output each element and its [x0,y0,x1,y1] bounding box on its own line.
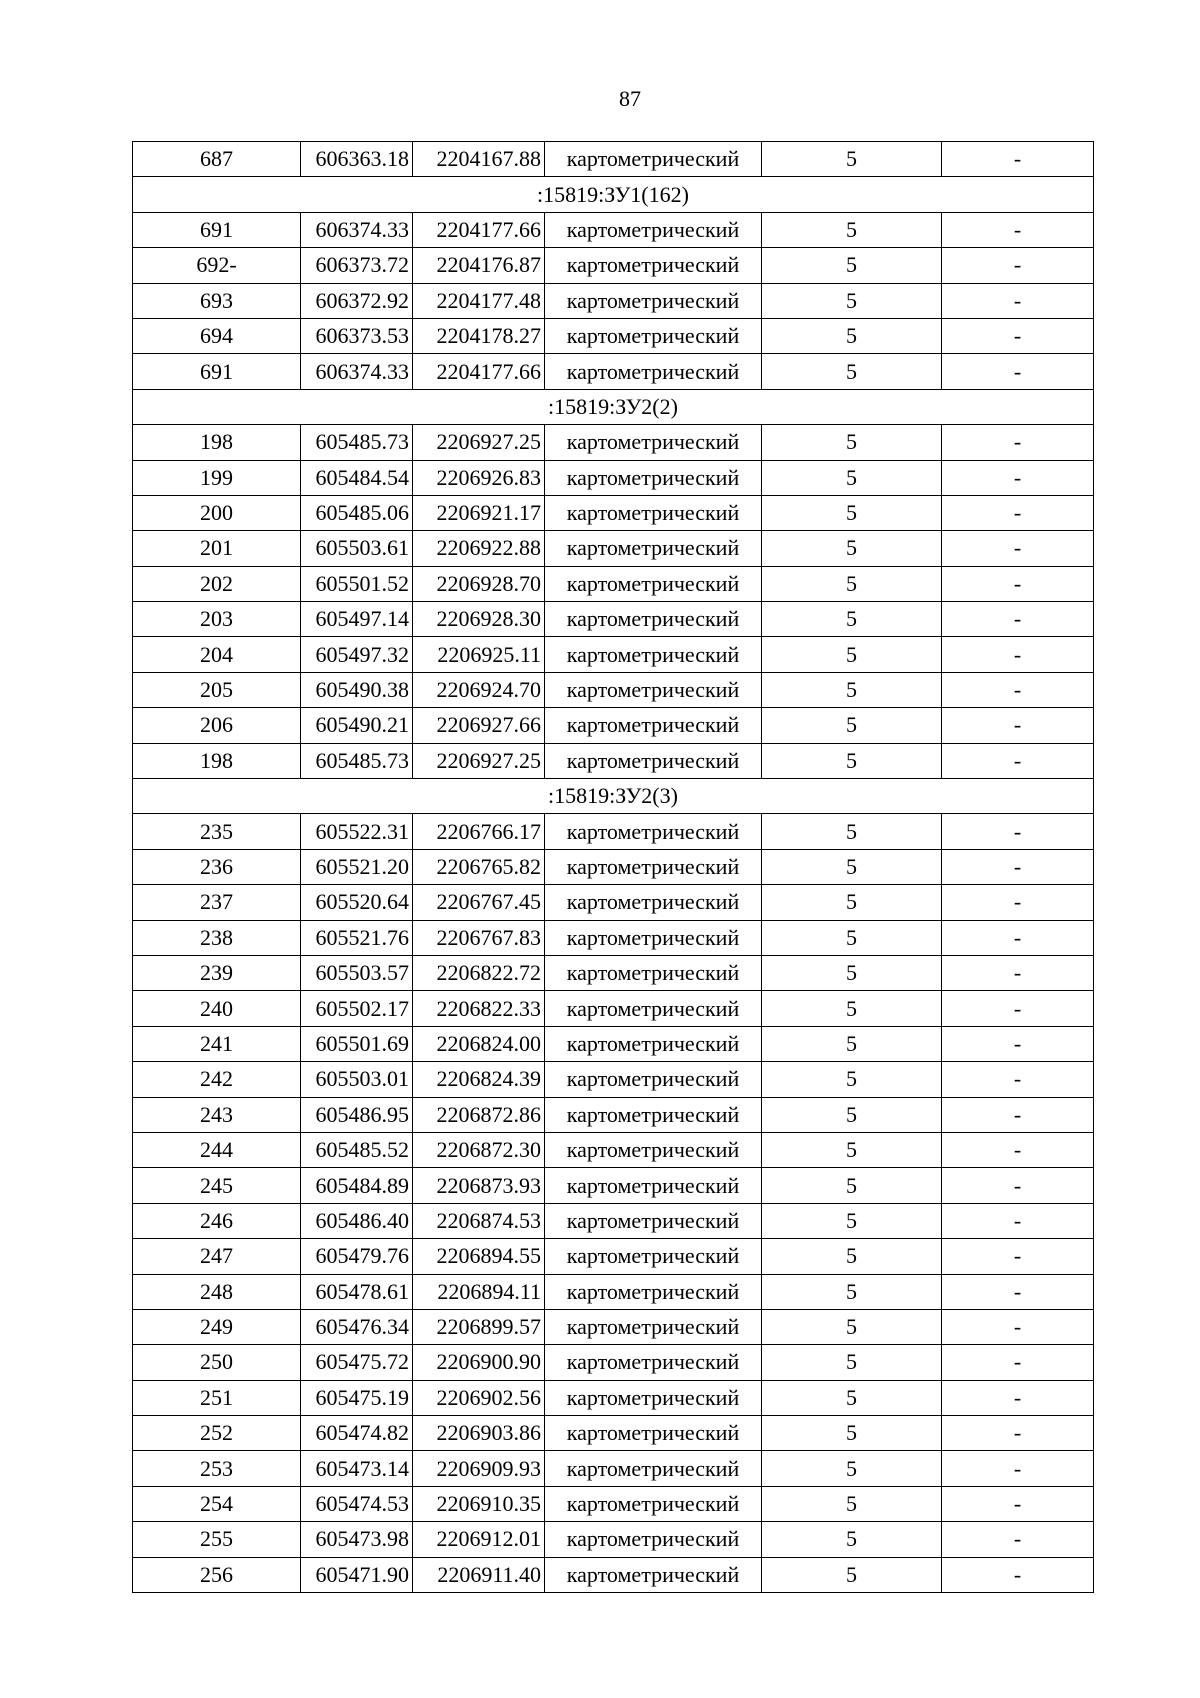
point-number-cell: 244 [133,1132,301,1167]
method-cell: картометрический [545,849,762,884]
point-number-cell: 241 [133,1026,301,1061]
point-number-cell: 238 [133,920,301,955]
point-number-cell: 200 [133,495,301,530]
table-row [133,1062,1094,1097]
method-cell: картометрический [545,1345,762,1380]
x-coordinate-cell: 605501.52 [301,566,413,601]
note-cell: - [942,212,1094,247]
note-cell: - [942,602,1094,637]
method-cell: картометрический [545,142,762,177]
table-row [133,743,1094,778]
x-coordinate-cell: 605475.19 [301,1380,413,1415]
note-cell: - [942,318,1094,353]
y-coordinate-cell: 2204177.66 [413,212,545,247]
point-number-cell: 248 [133,1274,301,1309]
y-coordinate-cell: 2206874.53 [413,1203,545,1238]
note-cell: - [942,920,1094,955]
note-cell: - [942,955,1094,990]
point-number-cell: 205 [133,672,301,707]
note-cell: - [942,672,1094,707]
y-coordinate-cell: 2206922.88 [413,531,545,566]
point-number-cell: 198 [133,425,301,460]
accuracy-cell: 5 [762,991,942,1026]
point-number-cell: 253 [133,1451,301,1486]
x-coordinate-cell: 606373.53 [301,318,413,353]
point-number-cell: 198 [133,743,301,778]
table-row [133,1557,1094,1592]
y-coordinate-cell: 2204176.87 [413,248,545,283]
point-number-cell: 242 [133,1062,301,1097]
method-cell: картометрический [545,1416,762,1451]
method-cell: картометрический [545,1522,762,1557]
x-coordinate-cell: 605486.95 [301,1097,413,1132]
method-cell: картометрический [545,495,762,530]
x-coordinate-cell: 606363.18 [301,142,413,177]
y-coordinate-cell: 2206822.33 [413,991,545,1026]
method-cell: картометрический [545,1132,762,1167]
y-coordinate-cell: 2206928.30 [413,602,545,637]
y-coordinate-cell: 2206894.11 [413,1274,545,1309]
y-coordinate-cell: 2206766.17 [413,814,545,849]
point-number-cell: 691 [133,212,301,247]
table-row [133,283,1094,318]
section-header-row [133,779,1094,814]
x-coordinate-cell: 605474.82 [301,1416,413,1451]
table-row [133,1522,1094,1557]
table-row [133,920,1094,955]
accuracy-cell: 5 [762,743,942,778]
table-row [133,1345,1094,1380]
table-row [133,354,1094,389]
point-number-cell: 201 [133,531,301,566]
method-cell: картометрический [545,814,762,849]
x-coordinate-cell: 605501.69 [301,1026,413,1061]
note-cell: - [942,1168,1094,1203]
method-cell: картометрический [545,1097,762,1132]
table-row [133,849,1094,884]
table-row [133,955,1094,990]
x-coordinate-cell: 605497.14 [301,602,413,637]
point-number-cell: 249 [133,1309,301,1344]
y-coordinate-cell: 2206765.82 [413,849,545,884]
accuracy-cell: 5 [762,1203,942,1238]
accuracy-cell: 5 [762,212,942,247]
x-coordinate-cell: 605485.73 [301,743,413,778]
table-row [133,318,1094,353]
accuracy-cell: 5 [762,283,942,318]
accuracy-cell: 5 [762,1239,942,1274]
table-row [133,1239,1094,1274]
point-number-cell: 246 [133,1203,301,1238]
accuracy-cell: 5 [762,1274,942,1309]
method-cell: картометрический [545,248,762,283]
accuracy-cell: 5 [762,1062,942,1097]
y-coordinate-cell: 2206903.86 [413,1416,545,1451]
note-cell: - [942,1203,1094,1238]
note-cell: - [942,283,1094,318]
point-number-cell: 237 [133,885,301,920]
table-row [133,637,1094,672]
y-coordinate-cell: 2206899.57 [413,1309,545,1344]
method-cell: картометрический [545,1557,762,1592]
method-cell: картометрический [545,743,762,778]
x-coordinate-cell: 605521.20 [301,849,413,884]
y-coordinate-cell: 2204177.48 [413,283,545,318]
y-coordinate-cell: 2206824.39 [413,1062,545,1097]
method-cell: картометрический [545,602,762,637]
x-coordinate-cell: 605522.31 [301,814,413,849]
point-number-cell: 252 [133,1416,301,1451]
accuracy-cell: 5 [762,248,942,283]
y-coordinate-cell: 2206921.17 [413,495,545,530]
point-number-cell: 256 [133,1557,301,1592]
table-row [133,460,1094,495]
table-row [133,495,1094,530]
point-number-cell: 687 [133,142,301,177]
note-cell: - [942,1345,1094,1380]
note-cell: - [942,1239,1094,1274]
x-coordinate-cell: 605503.61 [301,531,413,566]
method-cell: картометрический [545,1168,762,1203]
table-row [133,814,1094,849]
y-coordinate-cell: 2206872.30 [413,1132,545,1167]
x-coordinate-cell: 605475.72 [301,1345,413,1380]
note-cell: - [942,1132,1094,1167]
note-cell: - [942,991,1094,1026]
x-coordinate-cell: 605521.76 [301,920,413,955]
point-number-cell: 236 [133,849,301,884]
table-row [133,1274,1094,1309]
accuracy-cell: 5 [762,602,942,637]
table-row [133,1486,1094,1521]
note-cell: - [942,814,1094,849]
table-row [133,1097,1094,1132]
x-coordinate-cell: 605503.57 [301,955,413,990]
accuracy-cell: 5 [762,531,942,566]
method-cell: картометрический [545,955,762,990]
y-coordinate-cell: 2206873.93 [413,1168,545,1203]
note-cell: - [942,849,1094,884]
y-coordinate-cell: 2206902.56 [413,1380,545,1415]
table-row [133,531,1094,566]
table-row [133,1451,1094,1486]
table-row [133,991,1094,1026]
accuracy-cell: 5 [762,849,942,884]
accuracy-cell: 5 [762,637,942,672]
x-coordinate-cell: 605485.06 [301,495,413,530]
y-coordinate-cell: 2206900.90 [413,1345,545,1380]
y-coordinate-cell: 2206872.86 [413,1097,545,1132]
note-cell: - [942,1416,1094,1451]
point-number-cell: 240 [133,991,301,1026]
y-coordinate-cell: 2206927.25 [413,425,545,460]
x-coordinate-cell: 605490.21 [301,708,413,743]
x-coordinate-cell: 605485.52 [301,1132,413,1167]
point-number-cell: 691 [133,354,301,389]
accuracy-cell: 5 [762,1097,942,1132]
point-number-cell: 206 [133,708,301,743]
method-cell: картометрический [545,1203,762,1238]
section-title: :15819:ЗУ2(2) [133,389,1094,424]
method-cell: картометрический [545,637,762,672]
method-cell: картометрический [545,885,762,920]
accuracy-cell: 5 [762,566,942,601]
x-coordinate-cell: 606374.33 [301,212,413,247]
y-coordinate-cell: 2206767.45 [413,885,545,920]
method-cell: картометрический [545,460,762,495]
point-number-cell: 693 [133,283,301,318]
x-coordinate-cell: 605503.01 [301,1062,413,1097]
x-coordinate-cell: 605502.17 [301,991,413,1026]
table-row [133,1380,1094,1415]
y-coordinate-cell: 2204177.66 [413,354,545,389]
x-coordinate-cell: 606374.33 [301,354,413,389]
table-row [133,248,1094,283]
note-cell: - [942,142,1094,177]
accuracy-cell: 5 [762,1309,942,1344]
x-coordinate-cell: 605490.38 [301,672,413,707]
note-cell: - [942,425,1094,460]
table-row [133,142,1094,177]
accuracy-cell: 5 [762,814,942,849]
accuracy-cell: 5 [762,672,942,707]
accuracy-cell: 5 [762,1132,942,1167]
accuracy-cell: 5 [762,1522,942,1557]
x-coordinate-cell: 605474.53 [301,1486,413,1521]
table-row [133,672,1094,707]
y-coordinate-cell: 2206928.70 [413,566,545,601]
table-row [133,602,1094,637]
method-cell: картометрический [545,708,762,743]
method-cell: картометрический [545,1239,762,1274]
note-cell: - [942,495,1094,530]
section-header-row [133,389,1094,424]
accuracy-cell: 5 [762,1486,942,1521]
x-coordinate-cell: 606372.92 [301,283,413,318]
note-cell: - [942,637,1094,672]
table-row [133,1168,1094,1203]
method-cell: картометрический [545,318,762,353]
note-cell: - [942,1451,1094,1486]
accuracy-cell: 5 [762,1380,942,1415]
note-cell: - [942,1486,1094,1521]
point-number-cell: 202 [133,566,301,601]
point-number-cell: 243 [133,1097,301,1132]
y-coordinate-cell: 2206767.83 [413,920,545,955]
note-cell: - [942,708,1094,743]
point-number-cell: 692- [133,248,301,283]
table-row [133,425,1094,460]
table-row [133,885,1094,920]
note-cell: - [942,1026,1094,1061]
accuracy-cell: 5 [762,920,942,955]
point-number-cell: 694 [133,318,301,353]
table-row [133,1309,1094,1344]
note-cell: - [942,1309,1094,1344]
y-coordinate-cell: 2206909.93 [413,1451,545,1486]
x-coordinate-cell: 605497.32 [301,637,413,672]
section-header-row [133,177,1094,212]
method-cell: картометрический [545,1026,762,1061]
x-coordinate-cell: 605473.14 [301,1451,413,1486]
point-number-cell: 204 [133,637,301,672]
point-number-cell: 255 [133,1522,301,1557]
table-row [133,212,1094,247]
section-title: :15819:ЗУ1(162) [133,177,1094,212]
table-row [133,1416,1094,1451]
method-cell: картометрический [545,283,762,318]
method-cell: картометрический [545,1451,762,1486]
method-cell: картометрический [545,1062,762,1097]
method-cell: картометрический [545,920,762,955]
accuracy-cell: 5 [762,1168,942,1203]
note-cell: - [942,1274,1094,1309]
method-cell: картометрический [545,1486,762,1521]
table-row [133,1132,1094,1167]
method-cell: картометрический [545,425,762,460]
table-row [133,708,1094,743]
method-cell: картометрический [545,531,762,566]
method-cell: картометрический [545,566,762,601]
point-number-cell: 199 [133,460,301,495]
note-cell: - [942,460,1094,495]
accuracy-cell: 5 [762,425,942,460]
x-coordinate-cell: 605479.76 [301,1239,413,1274]
accuracy-cell: 5 [762,460,942,495]
section-title: :15819:ЗУ2(3) [133,779,1094,814]
page-number: 87 [619,86,641,111]
y-coordinate-cell: 2206924.70 [413,672,545,707]
y-coordinate-cell: 2206911.40 [413,1557,545,1592]
y-coordinate-cell: 2206927.25 [413,743,545,778]
note-cell: - [942,885,1094,920]
x-coordinate-cell: 605473.98 [301,1522,413,1557]
point-number-cell: 254 [133,1486,301,1521]
y-coordinate-cell: 2204167.88 [413,142,545,177]
accuracy-cell: 5 [762,1451,942,1486]
x-coordinate-cell: 605471.90 [301,1557,413,1592]
method-cell: картометрический [545,672,762,707]
note-cell: - [942,1380,1094,1415]
accuracy-cell: 5 [762,885,942,920]
table-row [133,1026,1094,1061]
note-cell: - [942,1062,1094,1097]
y-coordinate-cell: 2206910.35 [413,1486,545,1521]
accuracy-cell: 5 [762,495,942,530]
method-cell: картометрический [545,991,762,1026]
y-coordinate-cell: 2206824.00 [413,1026,545,1061]
note-cell: - [942,566,1094,601]
point-number-cell: 245 [133,1168,301,1203]
y-coordinate-cell: 2206925.11 [413,637,545,672]
accuracy-cell: 5 [762,1416,942,1451]
y-coordinate-cell: 2206822.72 [413,955,545,990]
point-number-cell: 203 [133,602,301,637]
accuracy-cell: 5 [762,1026,942,1061]
method-cell: картометрический [545,354,762,389]
note-cell: - [942,1557,1094,1592]
y-coordinate-cell: 2206927.66 [413,708,545,743]
x-coordinate-cell: 605485.73 [301,425,413,460]
coordinates-table-body [133,142,1094,1593]
point-number-cell: 239 [133,955,301,990]
accuracy-cell: 5 [762,955,942,990]
accuracy-cell: 5 [762,1345,942,1380]
note-cell: - [942,354,1094,389]
method-cell: картометрический [545,1380,762,1415]
x-coordinate-cell: 605476.34 [301,1309,413,1344]
x-coordinate-cell: 605478.61 [301,1274,413,1309]
x-coordinate-cell: 605486.40 [301,1203,413,1238]
y-coordinate-cell: 2204178.27 [413,318,545,353]
note-cell: - [942,1522,1094,1557]
coordinates-table [132,141,1094,1593]
x-coordinate-cell: 605520.64 [301,885,413,920]
y-coordinate-cell: 2206894.55 [413,1239,545,1274]
method-cell: картометрический [545,1274,762,1309]
x-coordinate-cell: 605484.54 [301,460,413,495]
point-number-cell: 250 [133,1345,301,1380]
table-row [133,1203,1094,1238]
x-coordinate-cell: 605484.89 [301,1168,413,1203]
y-coordinate-cell: 2206912.01 [413,1522,545,1557]
point-number-cell: 235 [133,814,301,849]
accuracy-cell: 5 [762,1557,942,1592]
note-cell: - [942,531,1094,566]
note-cell: - [942,1097,1094,1132]
point-number-cell: 251 [133,1380,301,1415]
point-number-cell: 247 [133,1239,301,1274]
method-cell: картометрический [545,1309,762,1344]
accuracy-cell: 5 [762,354,942,389]
accuracy-cell: 5 [762,708,942,743]
table-row [133,566,1094,601]
method-cell: картометрический [545,212,762,247]
accuracy-cell: 5 [762,142,942,177]
note-cell: - [942,248,1094,283]
x-coordinate-cell: 606373.72 [301,248,413,283]
note-cell: - [942,743,1094,778]
y-coordinate-cell: 2206926.83 [413,460,545,495]
accuracy-cell: 5 [762,318,942,353]
